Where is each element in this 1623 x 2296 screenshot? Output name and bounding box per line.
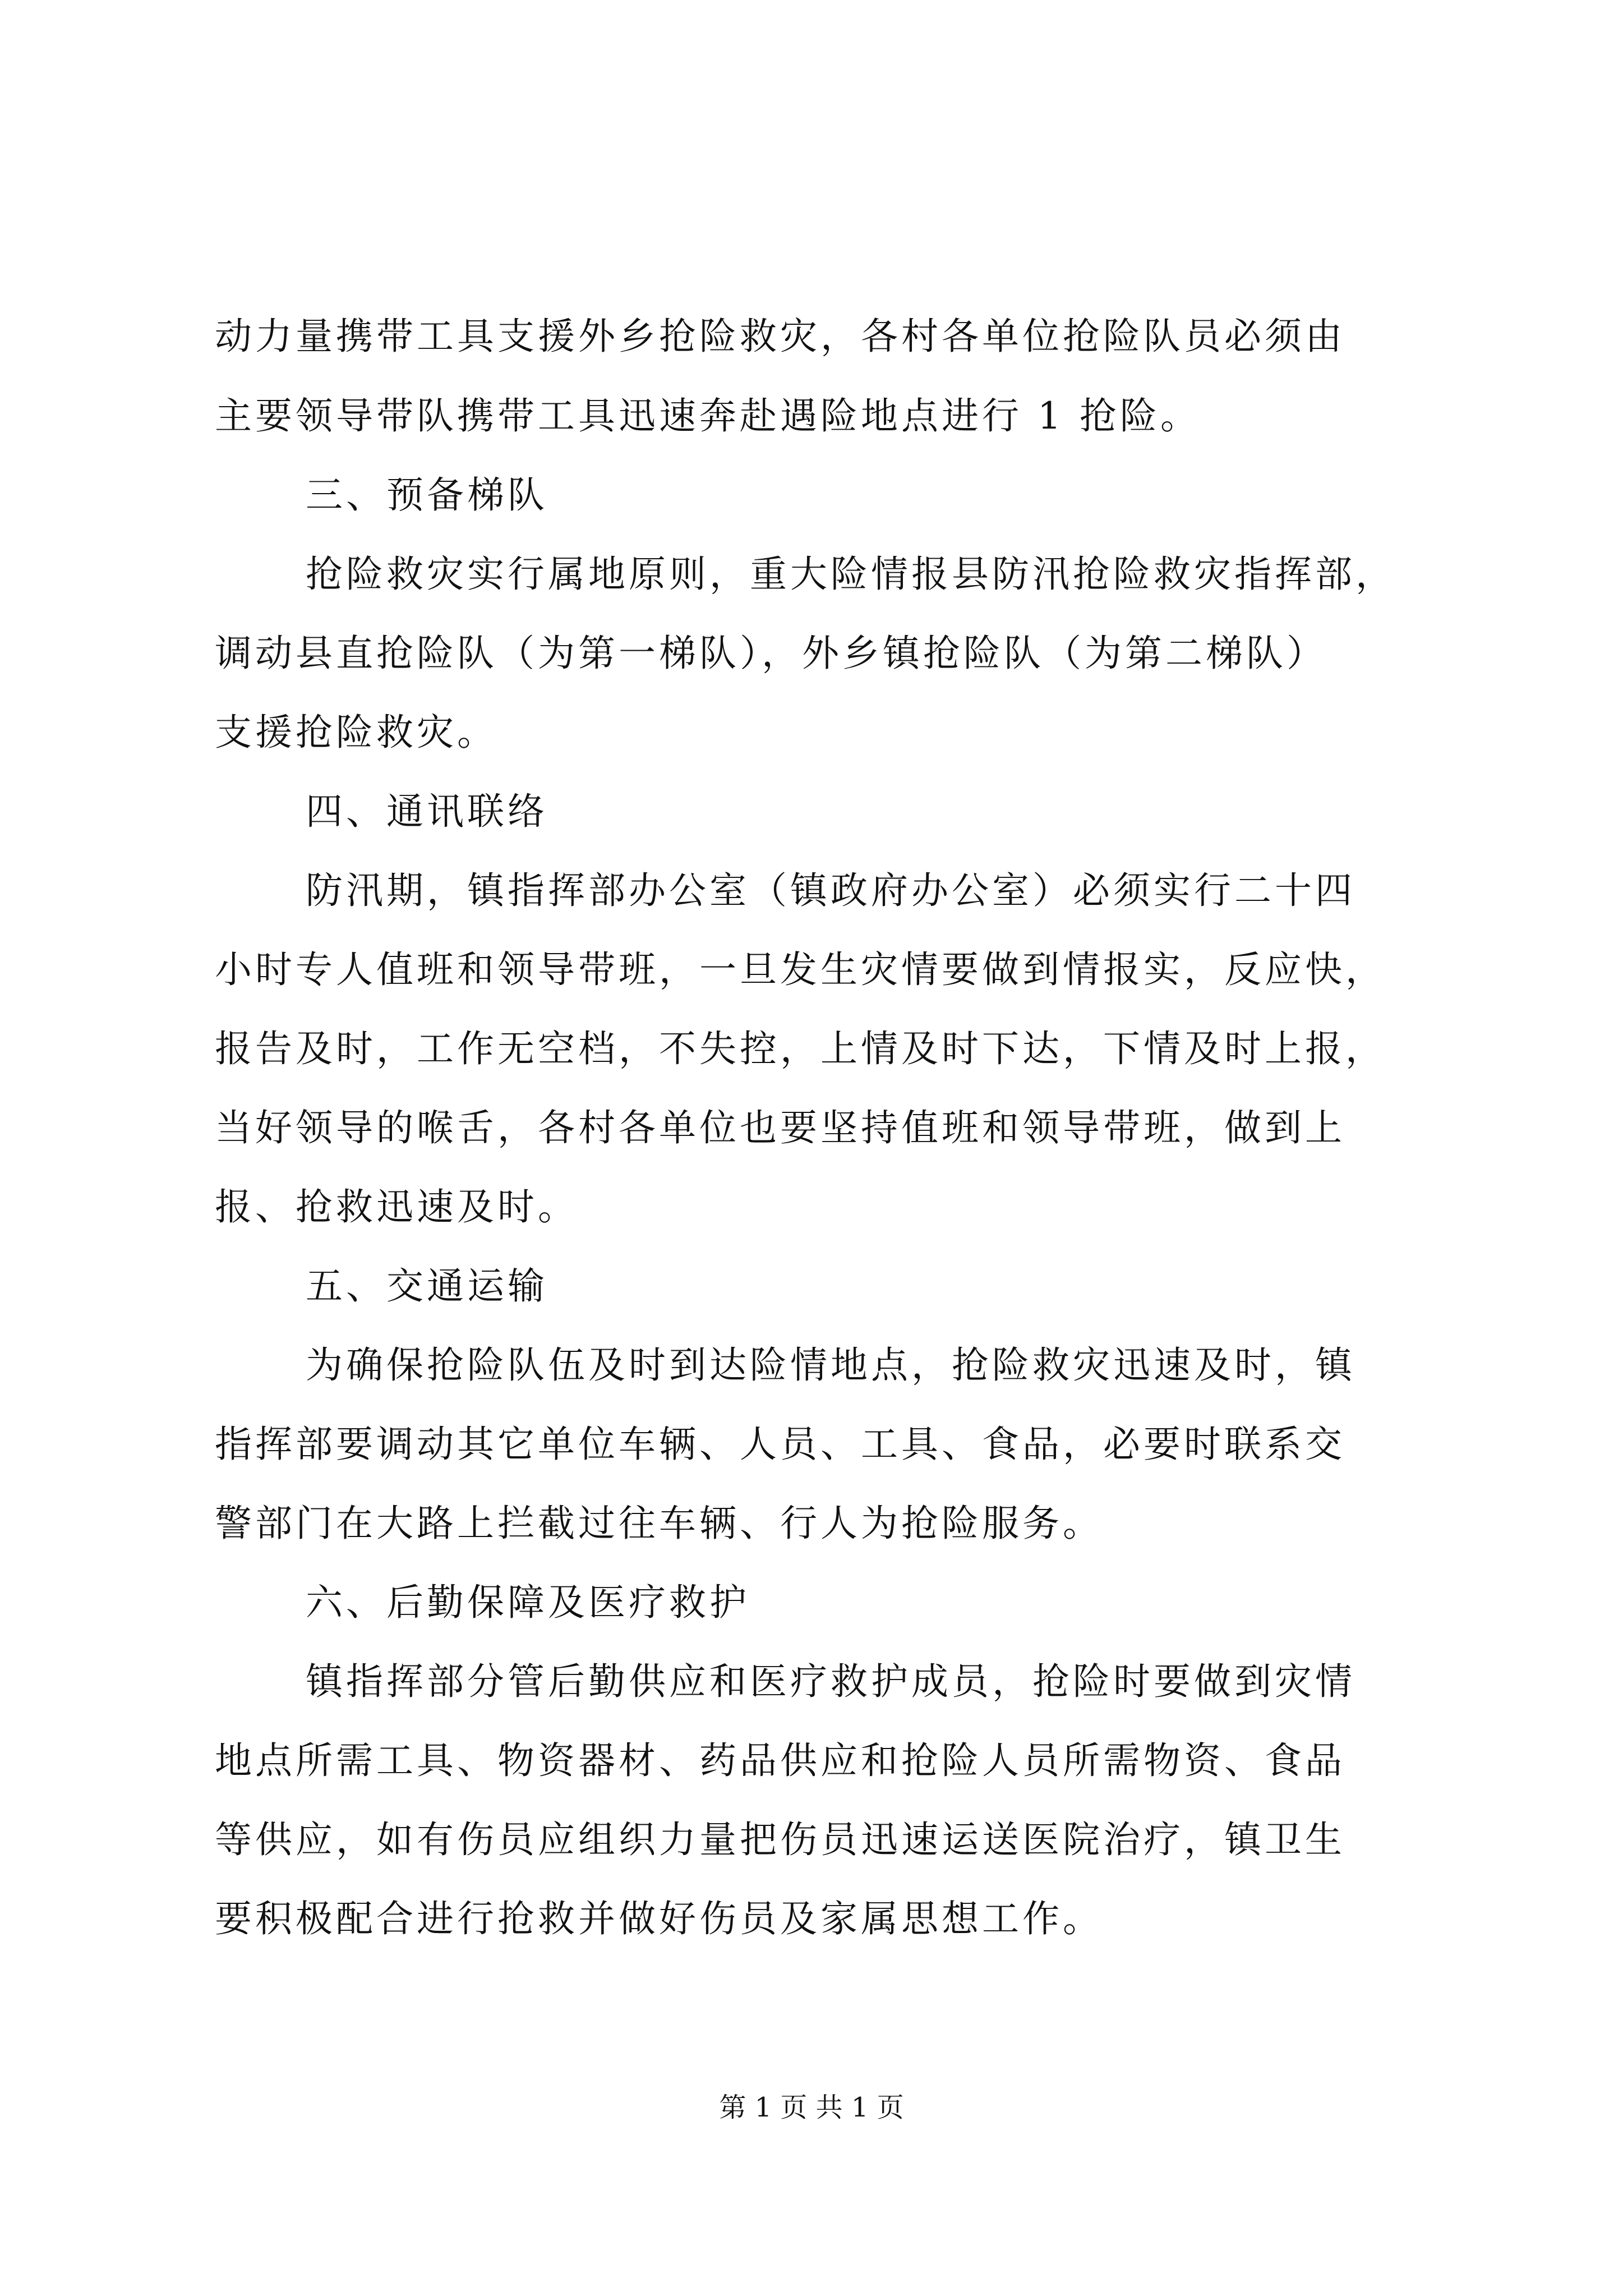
body-line: 抢险救灾实行属地原则，重大险情报县防汛抢险救灾指挥部， xyxy=(306,553,1396,596)
section-heading: 五、交通运输 xyxy=(306,1264,548,1308)
body-line: 支援抢险救灾。 xyxy=(215,711,497,754)
body-line: 报告及时，工作无空档，不失控，上情及时下达，下情及时上报， xyxy=(215,1027,1386,1070)
body-line: 地点所需工具、物资器材、药品供应和抢险人员所需物资、食品 xyxy=(215,1739,1345,1782)
section-heading: 六、后勤保障及医疗救护 xyxy=(306,1581,750,1624)
body-line: 要积极配合进行抢救并做好伤员及家属思想工作。 xyxy=(215,1897,1103,1940)
body-line: 警部门在大路上拦截过往车辆、行人为抢险服务。 xyxy=(215,1502,1103,1545)
body-line: 镇指挥部分管后勤供应和医疗救护成员，抢险时要做到灾情 xyxy=(306,1660,1355,1703)
body-line: 当好领导的喉舌，各村各单位也要坚持值班和领导带班，做到上 xyxy=(215,1106,1345,1149)
body-line: 主要领导带队携带工具迅速奔赴遇险地点进行 1 抢险。 xyxy=(215,394,1201,438)
section-heading: 四、通讯联络 xyxy=(306,790,548,833)
section-heading: 三、预备梯队 xyxy=(306,473,548,517)
body-line: 为确保抢险队伍及时到达险情地点，抢险救灾迅速及时，镇 xyxy=(306,1343,1355,1387)
body-line: 指挥部要调动其它单位车辆、人员、工具、食品，必要时联系交 xyxy=(215,1423,1345,1466)
body-line: 小时专人值班和领导带班，一旦发生灾情要做到情报实，反应快， xyxy=(215,948,1386,991)
body-line: 等供应，如有伤员应组织力量把伤员迅速运送医院治疗，镇卫生 xyxy=(215,1818,1345,1861)
body-line: 调动县直抢险队（为第一梯队），外乡镇抢险队（为第二梯队） xyxy=(215,632,1327,675)
body-line: 报、抢救迅速及时。 xyxy=(215,1185,578,1228)
page-footer: 第 1 页 共 1 页 xyxy=(719,2092,904,2123)
body-line: 动力量携带工具支援外乡抢险救灾，各村各单位抢险队员必须由 xyxy=(215,315,1345,358)
body-line: 防汛期，镇指挥部办公室（镇政府办公室）必须实行二十四 xyxy=(306,869,1355,912)
